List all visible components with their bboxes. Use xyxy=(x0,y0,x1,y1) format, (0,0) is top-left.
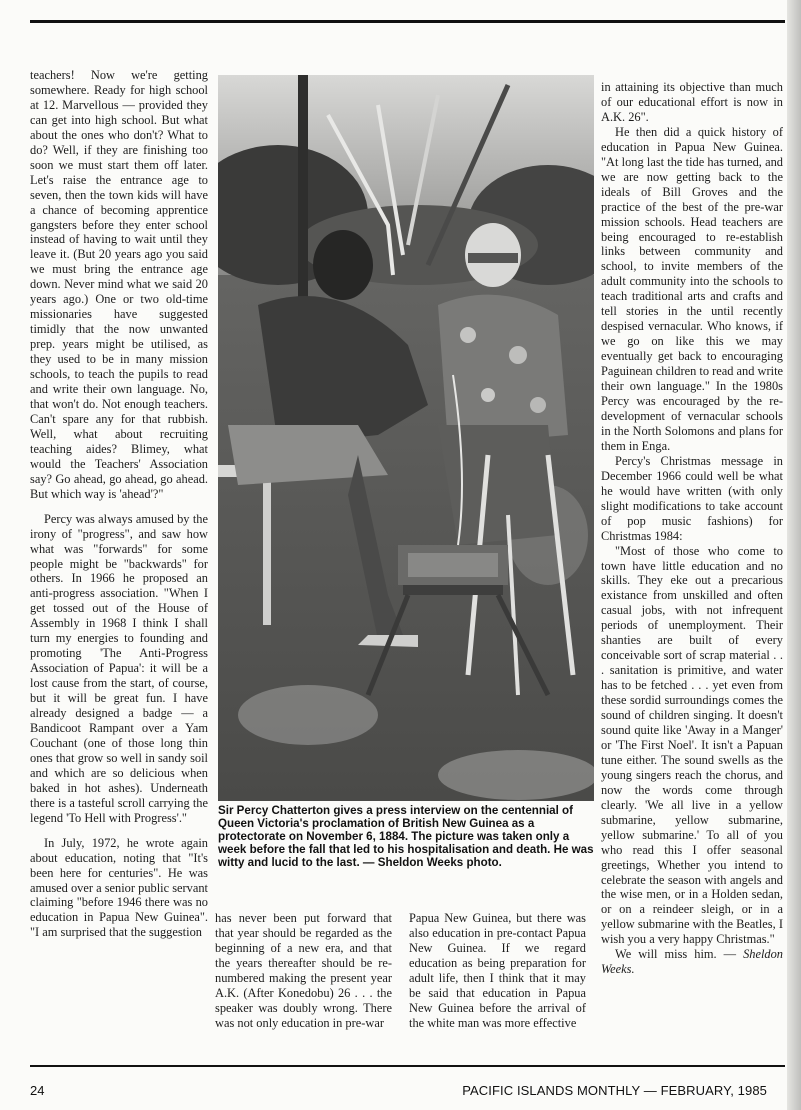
article-column-3 xyxy=(409,911,586,1031)
article-column-4 xyxy=(601,80,783,977)
paragraph: Percy's Christmas message in December 1966 could well be what he would have written (with only slight modifications to take account of pop music fashions) for Christmas 1984: xyxy=(601,453,783,543)
publication-footer: PACIFIC ISLANDS MONTHLY — FEBRUARY, 1985 xyxy=(462,1083,767,1098)
article-column-1 xyxy=(30,68,208,940)
page-number: 24 xyxy=(30,1083,45,1098)
paragraph: Papua New Guinea, but there was also education in pre-contact Papua New Guinea. If we regard education as being preparation for adult life, then I think that it may be said that education in Papua New Guinea before the arrival of the white man was more effective xyxy=(409,911,586,1030)
signoff-paragraph xyxy=(601,947,783,977)
paragraph: teachers! Now we're getting somewhere. Ready for high school at 12. Marvellous — provided they can get into high school. But what about the ones who don't? What to do? Well, if they are finishing too soon we must start them off later. Let's raise the entrance age to seven, then the town kids will have a chance of becoming apprentice gangsters before they enter school instead of having to wait until they leave it. (But 20 years ago you said we must bring the entrance age down. Never mind what we said 20 years ago.) One or two old-time missionaries have suggested timidly that the now unwanted prep. years might be utilised, as they used to be in many mission schools, to teach the pupils to read and write their own language. No, that won't do. Not enough teachers. Can't spare any for that rubbish. Well, what about recruiting teaching aides? Blimey, what would the Teachers' Association say? Go ahead, go ahead, go ahead. But which way is 'ahead'?" xyxy=(30,68,208,501)
article-column-2 xyxy=(215,911,392,1031)
photo-caption: Sir Percy Chatterton gives a press interview on the centennial of Queen Victoria's proclamation of British New Guinea as a protectorate on November 6, 1884. The picture was taken only a week before the fall that led to his hospitalisation and death. He was witty and lucid to the last. — Sheldon Weeks photo. xyxy=(218,804,594,869)
top-rule xyxy=(30,20,785,23)
paragraph: has never been put forward that that year should be regarded as the beginning of a new era, and that the years thereafter should be re-numbered making the present year A.K. (After Konedobu) 26 . . . the speaker was doubly wrong. There was not only education in pre-war xyxy=(215,911,392,1030)
paragraph: "Most of those who come to town have little education and no skills. They eke out a precarious existance from unskilled and often casual jobs, with not infrequent periods of unemployment. Their shanties are built of every conceivable sort of scrap material . . . sanitation is primitive, and water has to be fetched . . . yet even from these sordid surroundings comes the sound of children singing. It doesn't sound quite like 'Away in a Manger' or 'The First Noel'. It isn't a Papuan tune either. The sound swells as the young singers reach the chorus, and now the words come through clearly. 'We all live in a yellow submarine, yellow submarine, yellow submarine.' To all of you who read this I offer seasonal greetings, Whether you intend to celebrate the season with angels and the wise men, or in a Holden sedan, or on a reindeer sleigh, or in a yellow submarine with the Beatles, I wish you a very happy Christmas." xyxy=(601,543,783,947)
page-edge xyxy=(787,0,801,1110)
paragraph: In July, 1972, he wrote again about education, noting that "It's been here for centuries". He was amused over a senior public servant claiming "before 1946 there was no education in Papua New Guinea". "I am surprised that the suggestion xyxy=(30,835,208,940)
author-signature: Sheldon Weeks. xyxy=(601,947,783,977)
paragraph: He then did a quick history of education in Papua New Guinea. "At long last the tide has turned, and we are now getting back to the ideals of Bill Groves and the practice of the best of the pre-war mission schools. Head teachers are being encouraged to re-establish links between community and school, to invite members of the adult community into the schools to teach traditional arts and crafts and tell stories in the until recently despised vernacular. Who knows, if we go on like this we may eventually get back to encouraging Paguinean children to read and write their own language." In the 1980s Percy was encouraged by the re-development of vernacular schools in the North Solomons and plans for them in Enga. xyxy=(601,124,784,453)
paragraph: Percy was always amused by the irony of "progress", and saw how what was "forwards" for some people might be "backwards" for others. In 1966 he proposed an anti-progress association. "When I get tossed out of the House of Assembly in 1968 I think I shall turn my energies to founding and promoting 'The Anti-Progress Association of Papua': it will be a lost cause from the start, of course, but it will be great fun. I have already designed a badge — a Bandicoot Rampant over a Yam Couchant (one of those long thin ones that grow so well in sandy soil and which are so delicious when baked in hot ashes). Underneath there is a tasteful scroll carrying the legend 'To Hell with Progress'." xyxy=(30,511,208,825)
bottom-rule xyxy=(30,1065,785,1067)
signoff-text: We will miss him. — xyxy=(615,947,737,962)
paragraph: in attaining its objective than much of our educational effort is now in A.K. 26". xyxy=(601,80,783,124)
article-photo xyxy=(218,75,594,801)
